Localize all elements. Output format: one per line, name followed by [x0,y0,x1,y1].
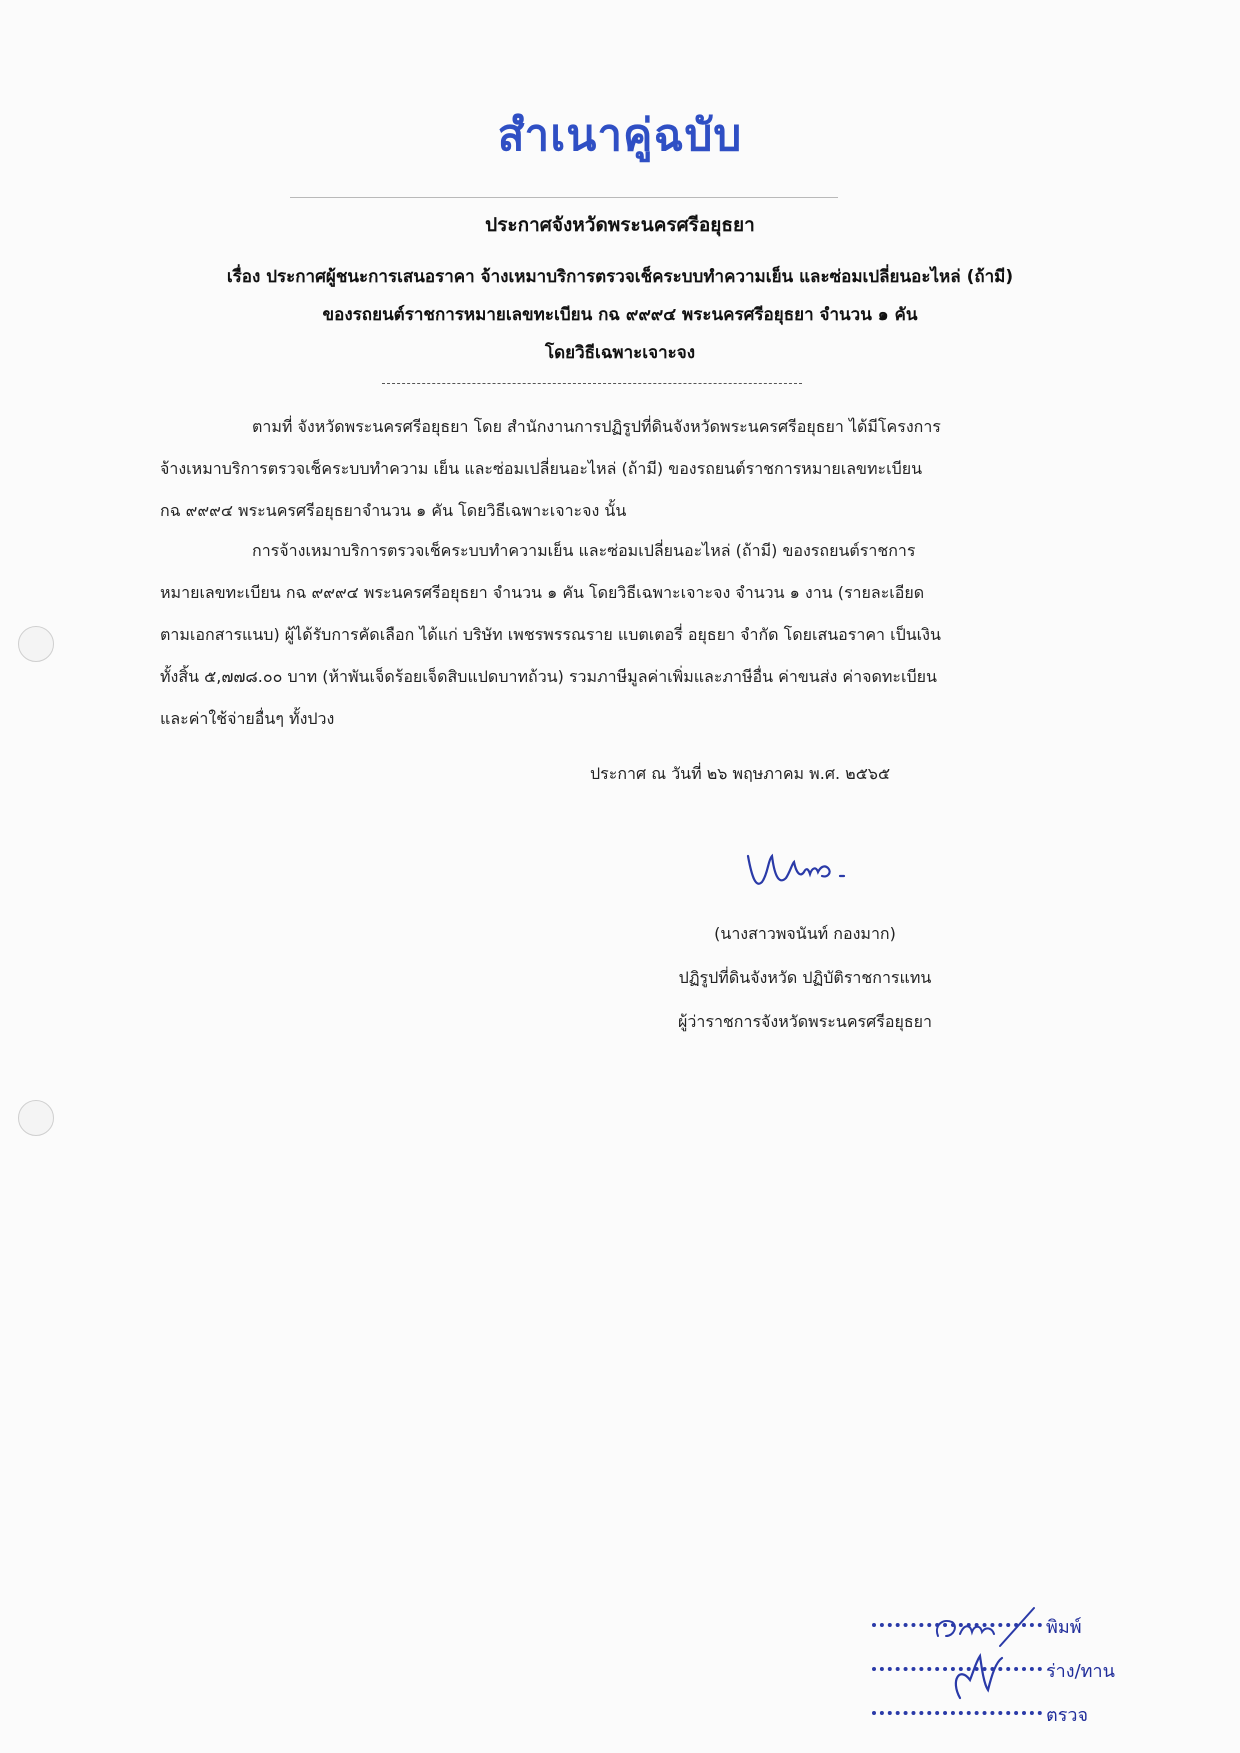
header-divider [290,197,838,198]
control-label: ร่าง/ทาน [1046,1661,1115,1682]
control-label: พิมพ์ [1046,1617,1082,1638]
control-label: ตรวจ [1046,1705,1089,1726]
punch-hole [18,1100,54,1136]
signer-office: ผู้ว่าราชการจังหวัดพระนครศรีอยุธยา [678,1012,932,1031]
document-control-box [872,1612,1192,1744]
subject-line: โดยวิธีเฉพาะเจาะจง [544,343,696,363]
paragraph-line: และค่าใช้จ่ายอื่นๆ ทั้งปวง [160,709,335,728]
dashed-separator [382,383,802,384]
paragraph-line: ตามเอกสารแนบ) ผู้ได้รับการคัดเลือก ได้แก่ บริษัท เพชรพรรณราย แบตเตอรี่ อยุธยา จำกัด โดยเสนอราคา เป็นเงิน [160,625,941,644]
dotted-line [872,1711,1042,1715]
paragraph-line: ทั้งสิ้น ๕,๗๗๘.๐๐ บาท (ห้าพันเจ็ดร้อยเจ็ดสิบแปดบาทถ้วน) รวมภาษีมูลค่าเพิ่มและภาษีอื่น ค่าขนส่ง ค่าจดทะเบียน [160,667,937,686]
announcement-date: ประกาศ ณ วันที่ ๒๖ พฤษภาคม พ.ศ. ๒๕๖๕ [590,764,891,783]
subject-line: ของรถยนต์ราชการหมายเลขทะเบียน กฉ ๙๙๙๔ พระนครศรีอยุธยา จำนวน ๑ คัน [322,305,918,325]
handwritten-initial [930,1650,1040,1700]
handwritten-initial [930,1606,1040,1656]
paragraph-line: จ้างเหมาบริการตรวจเช็คระบบทำความ เย็น และซ่อมเปลี่ยนอะไหล่ (ถ้ามี) ของรถยนต์ราชการหมายเลขทะเบียน [160,459,923,478]
handwritten-signature [742,838,862,898]
paragraph-line: ตามที่ จังหวัดพระนครศรีอยุธยา โดย สำนักงานการปฏิรูปที่ดินจังหวัดพระนครศรีอยุธยา ได้มีโครงการ [252,417,941,436]
signer-block [640,912,970,1044]
subject-block [160,258,1080,372]
control-row-check [872,1700,1192,1744]
subject-line: เรื่อง ประกาศผู้ชนะการเสนอราคา จ้างเหมาบริการตรวจเช็คระบบทำความเย็น และซ่อมเปลี่ยนอะไหล่ (ถ้ามี) [226,267,1014,287]
punch-hole [18,626,54,662]
body-paragraph-1 [160,406,1010,532]
signer-position: ปฏิรูปที่ดินจังหวัด ปฏิบัติราชการแทน [678,968,932,987]
control-row-draft [872,1656,1192,1700]
signer-name: (นางสาวพจนันท์ กองมาก) [714,924,896,943]
paragraph-line: หมายเลขทะเบียน กฉ ๙๙๙๔ พระนครศรีอยุธยา จำนวน ๑ คัน โดยวิธีเฉพาะเจาะจง จำนวน ๑ งาน (รายละเอียด [160,583,925,602]
body-paragraph-2 [160,530,1010,740]
paragraph-line: กฉ ๙๙๙๔ พระนครศรีอยุธยาจำนวน ๑ คัน โดยวิธีเฉพาะเจาะจง นั้น [160,501,627,520]
paragraph-line: การจ้างเหมาบริการตรวจเช็คระบบทำความเย็น และซ่อมเปลี่ยนอะไหล่ (ถ้ามี) ของรถยนต์ราชการ [252,541,916,560]
copy-stamp-title: สำเนาคู่ฉบับ [497,110,743,161]
announcement-title: ประกาศจังหวัดพระนครศรีอยุธยา [485,214,755,236]
